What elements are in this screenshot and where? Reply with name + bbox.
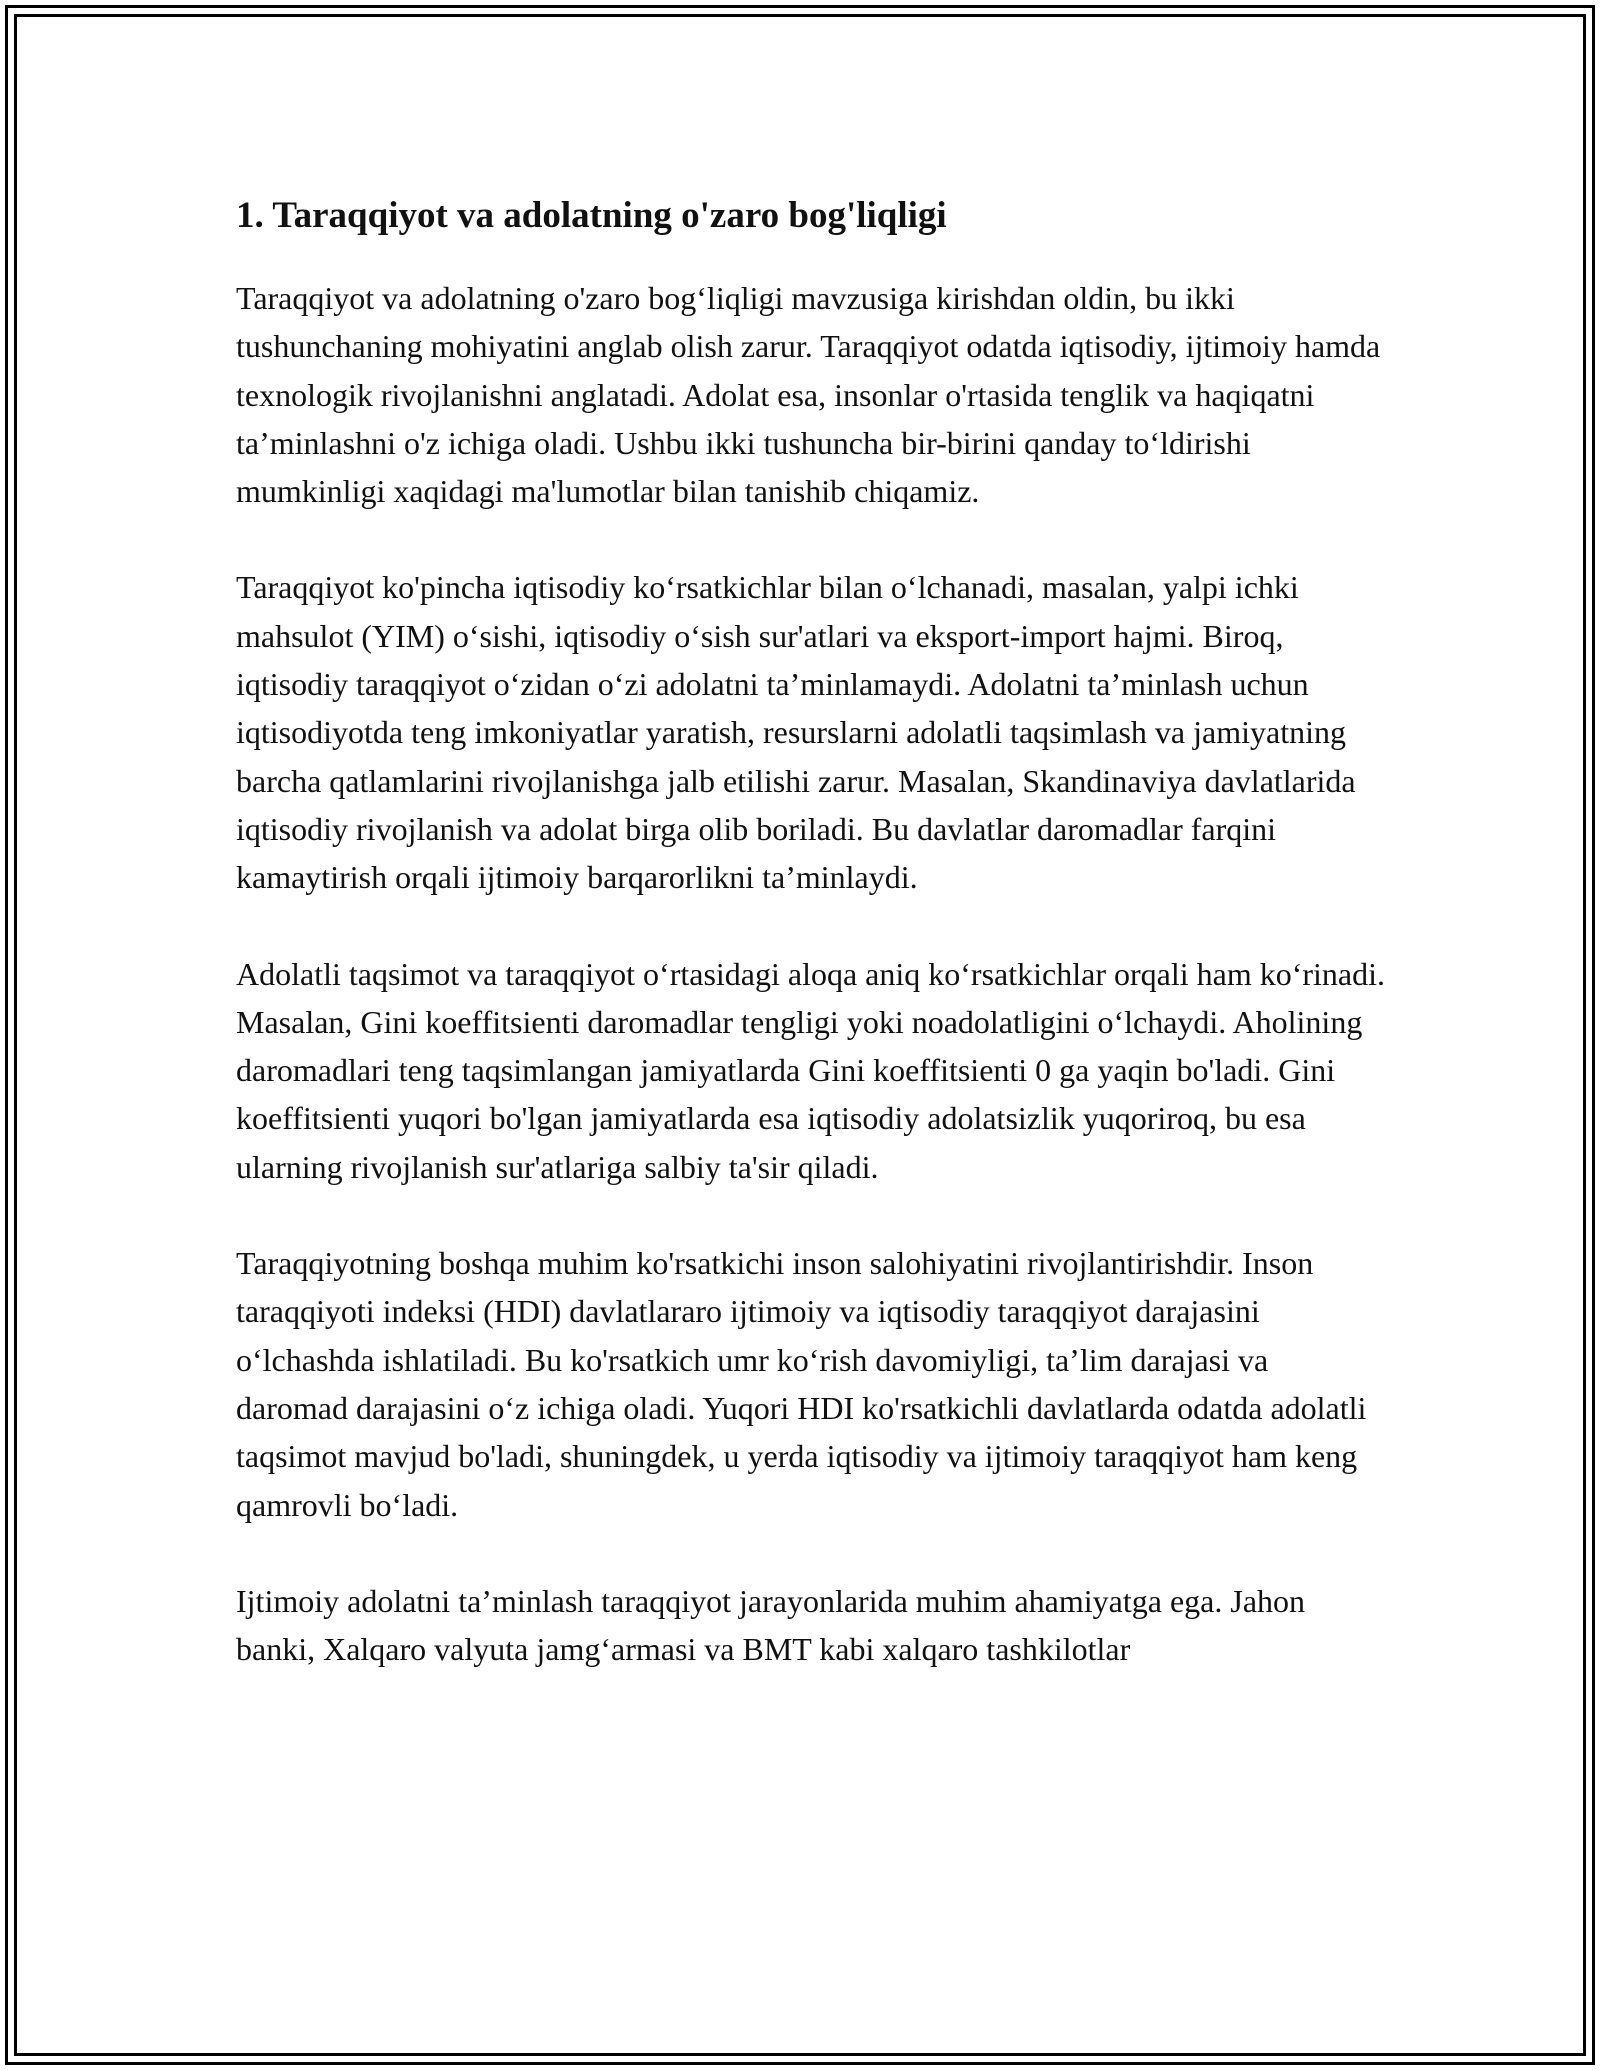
paragraph-4: Taraqqiyotning boshqa muhim ko'rsatkichi inson salohiyatini rivojlantirishdir. Inson taraqqiyoti indeksi (HDI) davlatlararo ijtimoiy va iqtisodiy taraqqiyot darajasini o‘lchashda ishlatiladi. Bu ko'rsatkich umr ko‘rish davomiyligi, ta’lim darajasi va daromad darajasini o‘z ichiga oladi. Yuqori HDI ko'rsatkichli davlatlarda odatda adolatli taqsimot mavjud bo'ladi, shuningdek, u yerda iqtisodiy va ijtimoiy taraqqiyot ham keng qamrovli bo‘ladi.	[236, 1245, 1367, 1523]
section-heading: 1. Taraqqiyot va adolatning o'zaro bog'liqligi	[236, 195, 947, 236]
paragraph-2: Taraqqiyot ko'pincha iqtisodiy ko‘rsatkichlar bilan o‘lchanadi, masalan, yalpi ichki mahsulot (YIM) o‘sishi, iqtisodiy o‘sish sur'atlari va eksport-import hajmi. Biroq, iqtisodiy taraqqiyot o‘zidan o‘zi adolatni ta’minlamaydi. Adolatni ta’minlash uchun iqtisodiyotda teng imkoniyatlar yaratish, resurslarni adolatli taqsimlash va jamiyatning barcha qatlamlarini rivojlanishga jalb etilishi zarur. Masalan, Skandinaviya davlatlarida iqtisodiy rivojlanish va adolat birga olib boriladi. Bu davlatlar daromadlar farqini kamaytirish orqali ijtimoiy barqarorlikni ta’minlaydi.	[236, 569, 1356, 896]
paragraph-1: Taraqqiyot va adolatning o'zaro bog‘liqligi mavzusiga kirishdan oldin, bu ikki tushunchaning mohiyatini anglab olish zarur. Taraqqiyot odatda iqtisodiy, ijtimoiy hamda texnologik rivojlanishni anglatadi. Adolat esa, insonlar o'rtasida tenglik va haqiqatni ta’minlashni o'z ichiga oladi. Ushbu ikki tushuncha bir-birini qanday to‘ldirishi mumkinligi xaqidagi ma'lumotlar bilan tanishib chiqamiz.	[236, 280, 1381, 510]
paragraph-3: Adolatli taqsimot va taraqqiyot o‘rtasidagi aloqa aniq ko‘rsatkichlar orqali ham ko‘rinadi. Masalan, Gini koeffitsienti daromadlar tengligi yoki noadolatligini o‘lchaydi. Aholining daromadlari teng taqsimlangan jamiyatlarda Gini koeffitsienti 0 ga yaqin bo'ladi. Gini koeffitsienti yuqori bo'lgan jamiyatlarda esa iqtisodiy adolatsizlik yuqoriroq, bu esa ularning rivojlanish sur'atlariga salbiy ta'sir qiladi.	[236, 955, 1385, 1185]
paragraph-5: Ijtimoiy adolatni ta’minlash taraqqiyot jarayonlarida muhim ahamiyatga ega. Jahon banki, Xalqaro valyuta jamg‘armasi va BMT kabi xalqaro tashkilotlar	[236, 1582, 1306, 1668]
document-body	[236, 188, 1386, 1673]
